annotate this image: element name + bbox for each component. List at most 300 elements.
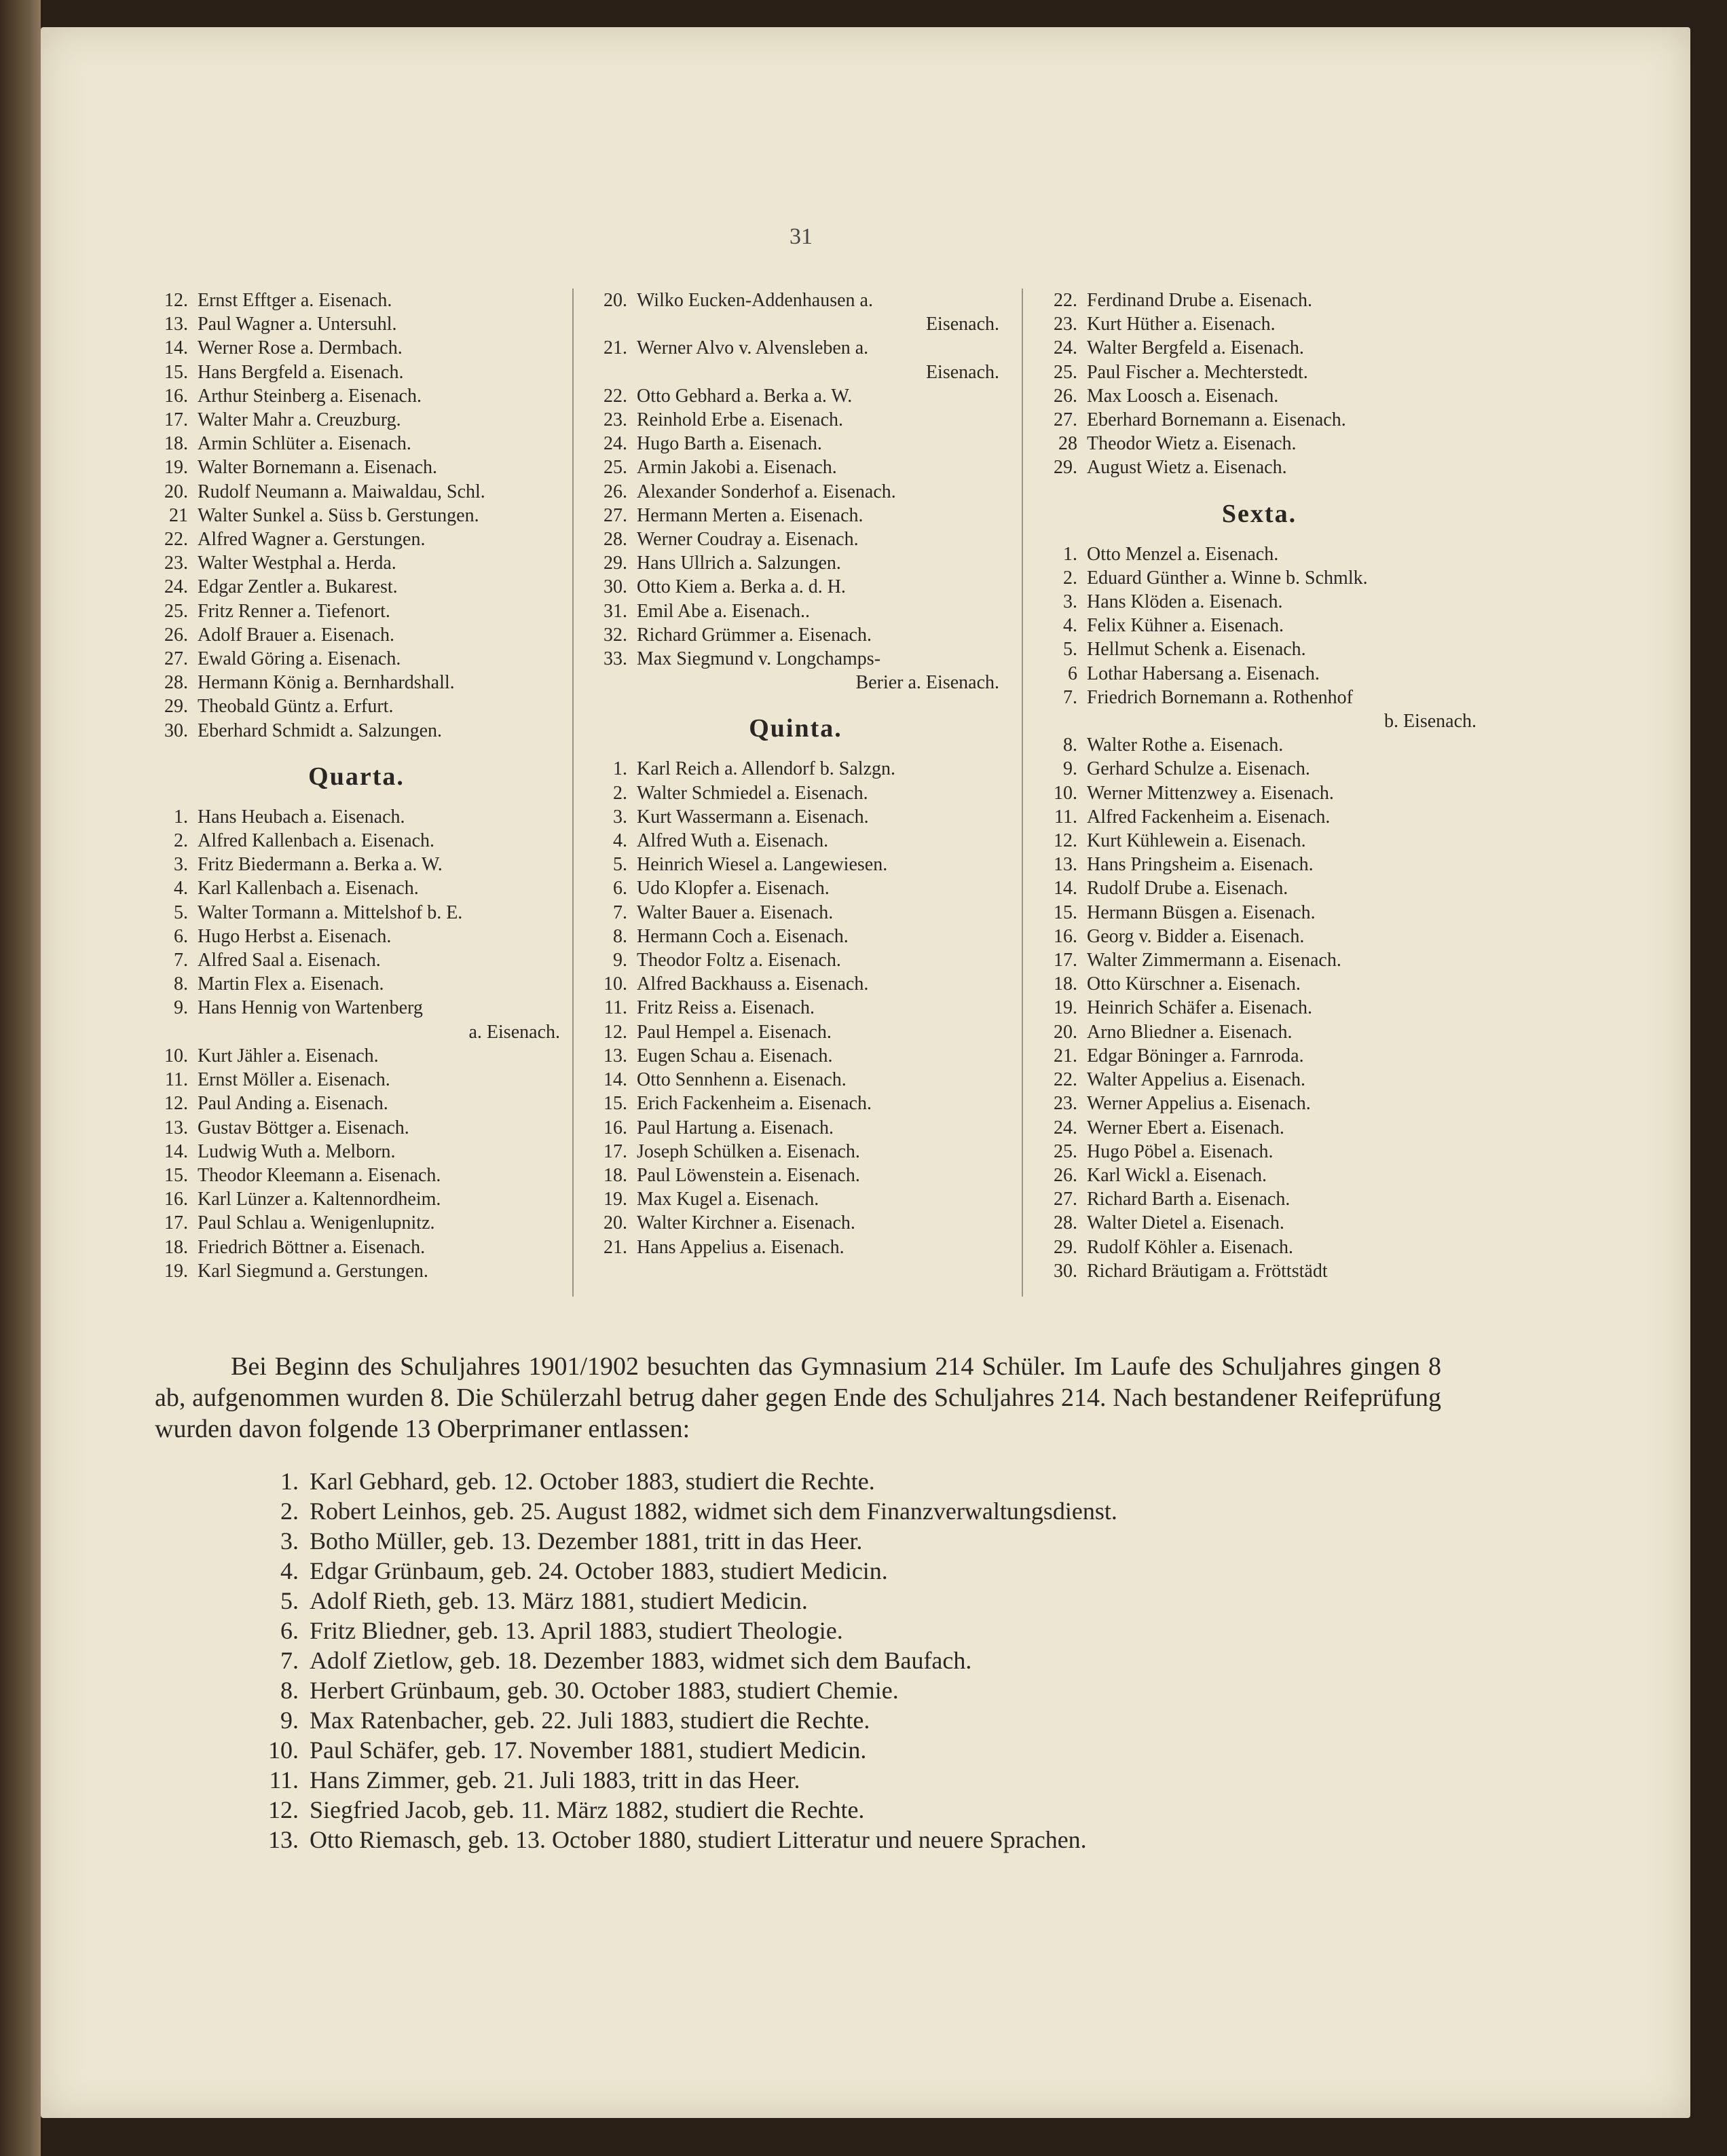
item-text: Max Ratenbacher, geb. 22. Juli 1883, studiert die Rechte. (310, 1707, 870, 1734)
item-number: 6 (1068, 663, 1077, 684)
item-text: Adolf Brauer a. Eisenach. (198, 624, 394, 646)
item-number: 19. (164, 457, 188, 479)
item-text: Theobald Güntz a. Erfurt. (198, 696, 394, 718)
item-text: Hans Ullrich a. Salzungen. (637, 553, 841, 574)
list-item (592, 1116, 999, 1140)
list-item (153, 456, 560, 479)
item-number: 30. (164, 720, 188, 741)
list-item (1042, 590, 1477, 614)
item-number: 5. (280, 1587, 299, 1614)
item-number: 2. (613, 782, 627, 804)
section-heading-quinta: Quinta. (749, 714, 842, 743)
item-number: 8. (1063, 735, 1077, 756)
item-number: 3. (174, 854, 188, 876)
item-number: 30. (1054, 1260, 1077, 1282)
item-number: 11. (269, 1766, 299, 1793)
list-item (592, 781, 999, 805)
item-text: Edgar Böninger a. Farnroda. (1087, 1045, 1304, 1066)
item-number: 20. (164, 481, 188, 502)
item-number: 9. (174, 997, 188, 1019)
list-item (1042, 289, 1477, 312)
item-text: Hans Pringsheim a. Eisenach. (1087, 854, 1314, 876)
item-text: Theodor Wietz a. Eisenach. (1087, 433, 1297, 455)
list-item (153, 527, 560, 551)
list-item (153, 1235, 560, 1259)
item-number: 7. (280, 1647, 299, 1674)
item-text: Otto Gebhard a. Berka a. W. (637, 385, 853, 407)
item-text: Edgar Grünbaum, geb. 24. October 1883, studiert Medicin. (310, 1557, 888, 1584)
list-item (592, 901, 999, 925)
item-number: 31. (603, 600, 627, 622)
item-number: 3. (280, 1527, 299, 1555)
list-item (1042, 542, 1477, 566)
item-text: Walter Westphal a. Herda. (198, 553, 396, 574)
list-item (592, 757, 999, 781)
item-text: Theodor Kleemann a. Eisenach. (198, 1164, 441, 1186)
list-item (592, 1187, 999, 1211)
list-item (592, 336, 999, 360)
column-2 (592, 289, 999, 1259)
item-text: Werner Coudray a. Eisenach. (637, 529, 859, 551)
item-number: 16. (164, 385, 188, 407)
list-item (1042, 1235, 1477, 1259)
item-text: Walter Mahr a. Creuzburg. (198, 409, 401, 431)
list-item (1042, 360, 1477, 384)
item-number: 2. (1063, 567, 1077, 589)
item-continuation: Berier a. Eisenach. (855, 672, 999, 694)
item-text: Walter Kirchner a. Eisenach. (637, 1212, 855, 1234)
list-item (153, 432, 560, 456)
item-number: 27. (603, 504, 627, 526)
item-text: Paul Fischer a. Mechterstedt. (1087, 361, 1308, 383)
list-item (153, 671, 560, 694)
item-text: Gerhard Schulze a. Eisenach. (1087, 758, 1310, 780)
list-item (153, 647, 560, 671)
list-item (1042, 948, 1477, 972)
item-text: Kurt Wassermann a. Eisenach. (637, 806, 869, 828)
item-number: 23. (164, 553, 188, 574)
item-text: Alfred Kallenbach a. Eisenach. (198, 830, 435, 852)
item-text: Theodor Foltz a. Eisenach. (637, 950, 841, 971)
item-number: 9. (613, 950, 627, 971)
list-item (153, 623, 560, 647)
item-text: Paul Anding a. Eisenach. (198, 1093, 388, 1115)
item-number: 29. (164, 696, 188, 718)
item-text: Paul Wagner a. Untersuhl. (198, 314, 397, 335)
item-number: 28 (1058, 433, 1077, 455)
item-number: 6. (613, 878, 627, 899)
item-text: Werner Mittenzwey a. Eisenach. (1087, 782, 1334, 804)
item-text: Friedrich Bornemann a. Rothenhof (1087, 686, 1353, 708)
list-item (592, 408, 999, 432)
list-item (265, 1825, 1117, 1855)
list-item (1042, 805, 1477, 829)
item-text: Paul Hempel a. Eisenach. (637, 1021, 832, 1043)
item-text: Gustav Böttger a. Eisenach. (198, 1117, 409, 1138)
list-item (265, 1705, 1117, 1735)
list-item (1042, 384, 1477, 408)
item-number: 28. (603, 529, 627, 551)
item-text: Rudolf Köhler a. Eisenach. (1087, 1236, 1294, 1258)
enrollment-paragraph: Bei Beginn des Schuljahres 1901/1902 besuchten das Gymnasium 214 Schüler. Im Laufe des Schuljahres gingen 8 ab, aufgenommen wurden 8. Die Schülerzahl betrug daher gegen Ende des Schuljahres 214. Nach bestandener Reifeprüfung wurden davon folgende 13 Oberprimaner entlassen: (155, 1352, 1441, 1443)
student-list-sexta (1042, 542, 1477, 1283)
list-item (153, 1140, 560, 1164)
item-number: 7. (1063, 686, 1077, 708)
item-text: Werner Appelius a. Eisenach. (1087, 1093, 1311, 1115)
list-item (1042, 336, 1477, 360)
item-text: Hans Hennig von Wartenberg (198, 997, 423, 1019)
item-text: Ernst Möller a. Eisenach. (198, 1069, 390, 1091)
item-text: Kurt Jähler a. Eisenach. (198, 1045, 379, 1066)
list-item (1042, 972, 1477, 996)
student-list (1042, 289, 1477, 480)
item-text: Hans Appelius a. Eisenach. (637, 1236, 844, 1258)
item-number: 29. (603, 553, 627, 574)
item-text: Hellmut Schenk a. Eisenach. (1087, 639, 1306, 661)
list-item (592, 876, 999, 900)
item-text: Adolf Zietlow, geb. 18. Dezember 1883, widmet sich dem Baufach. (310, 1647, 972, 1674)
item-number: 23. (1054, 1093, 1077, 1115)
item-number: 12. (164, 290, 188, 311)
list-item (592, 575, 999, 599)
item-number: 2. (280, 1498, 299, 1525)
list-item (1042, 686, 1477, 709)
item-text: Walter Rothe a. Eisenach. (1087, 735, 1284, 756)
item-text: Botho Müller, geb. 13. Dezember 1881, tritt in das Heer. (310, 1527, 863, 1555)
item-text: Walter Zimmermann a. Eisenach. (1087, 950, 1341, 971)
item-number: 8. (174, 973, 188, 995)
list-item (592, 384, 999, 408)
item-text: Alfred Fackenheim a. Eisenach. (1087, 806, 1331, 828)
list-item (153, 1044, 560, 1068)
list-item (153, 336, 560, 360)
list-item (592, 1044, 999, 1068)
item-number: 7. (174, 950, 188, 971)
list-item (1042, 733, 1477, 757)
list-item (265, 1556, 1117, 1586)
list-item (153, 289, 560, 312)
item-text: Adolf Rieth, geb. 13. März 1881, studiert Medicin. (310, 1587, 808, 1614)
item-text: Walter Appelius a. Eisenach. (1087, 1069, 1305, 1091)
item-number: 8. (280, 1677, 299, 1704)
item-number: 10. (268, 1736, 299, 1764)
item-number: 4. (613, 830, 627, 852)
list-item (1042, 996, 1477, 1020)
list-item (592, 1211, 999, 1235)
item-text: Karl Gebhard, geb. 12. October 1883, studiert die Rechte. (310, 1468, 875, 1495)
item-text: Werner Rose a. Dermbach. (198, 337, 403, 359)
item-text: Eugen Schau a. Eisenach. (637, 1045, 833, 1066)
list-item (265, 1646, 1117, 1675)
item-text: Walter Tormann a. Mittelshof b. E. (198, 902, 463, 923)
list-item (1042, 1092, 1477, 1115)
item-number: 25. (164, 600, 188, 622)
list-item (1042, 432, 1477, 456)
item-number: 13. (268, 1826, 299, 1853)
list-item (153, 1068, 560, 1092)
item-text: Felix Kühner a. Eisenach. (1087, 615, 1284, 637)
item-number: 19. (603, 1189, 627, 1210)
item-text: Walter Sunkel a. Süss b. Gerstungen. (198, 504, 479, 526)
item-text: Fritz Bliedner, geb. 13. April 1883, studiert Theologie. (310, 1617, 843, 1644)
list-item (1042, 662, 1477, 686)
item-number: 1. (174, 806, 188, 828)
item-text: Kurt Kühlewein a. Eisenach. (1087, 830, 1306, 852)
item-text: Otto Kiem a. Berka a. d. H. (637, 576, 846, 598)
item-number: 1. (613, 758, 627, 780)
item-text: Hans Zimmer, geb. 21. Juli 1883, tritt in das Heer. (310, 1766, 800, 1793)
item-text: Werner Ebert a. Eisenach. (1087, 1117, 1284, 1138)
item-text: Walter Schmiedel a. Eisenach. (637, 782, 868, 804)
item-text: Hugo Herbst a. Eisenach. (198, 925, 392, 947)
list-item (1042, 1044, 1477, 1068)
item-number: 5. (174, 902, 188, 923)
item-number: 5. (613, 854, 627, 876)
list-item (592, 853, 999, 876)
graduates-list (265, 1466, 1117, 1855)
item-text: Otto Kürschner a. Eisenach. (1087, 973, 1301, 995)
item-number: 27. (1054, 1189, 1077, 1210)
item-text: Eberhard Bornemann a. Eisenach. (1087, 409, 1346, 431)
item-number: 20. (603, 290, 627, 311)
student-list-quinta (592, 757, 999, 1259)
item-number: 3. (613, 806, 627, 828)
list-item (153, 805, 560, 829)
item-number: 25. (1054, 1140, 1077, 1162)
list-item (153, 901, 560, 925)
item-text: Heinrich Wiesel a. Langewiesen. (637, 854, 888, 876)
item-text: Karl Wickl a. Eisenach. (1087, 1164, 1267, 1186)
item-number: 24. (603, 433, 627, 455)
item-number: 14. (603, 1069, 627, 1091)
book-spine (0, 0, 41, 2156)
item-text: Herbert Grünbaum, geb. 30. October 1883, studiert Chemie. (310, 1677, 899, 1704)
list-item (153, 312, 560, 336)
item-text: Hans Heubach a. Eisenach. (198, 806, 405, 828)
item-number: 3. (1063, 591, 1077, 613)
item-text: Hans Bergfeld a. Eisenach. (198, 361, 404, 383)
item-number: 20. (603, 1212, 627, 1234)
list-item (592, 1235, 999, 1259)
item-text: Emil Abe a. Eisenach.. (637, 600, 811, 622)
item-text: Joseph Schülken a. Eisenach. (637, 1140, 860, 1162)
list-item (1042, 757, 1477, 781)
item-number: 22. (164, 529, 188, 551)
item-text: Karl Lünzer a. Kaltennordheim. (198, 1189, 441, 1210)
list-item (592, 527, 999, 551)
item-text: Georg v. Bidder a. Eisenach. (1087, 925, 1305, 947)
list-item (592, 829, 999, 853)
list-item (1042, 781, 1477, 805)
list-item (592, 480, 999, 504)
item-text: Arthur Steinberg a. Eisenach. (198, 385, 422, 407)
item-text: Kurt Hüther a. Eisenach. (1087, 314, 1276, 335)
item-number: 24. (1054, 1117, 1077, 1138)
item-text: Walter Dietel a. Eisenach. (1087, 1212, 1284, 1234)
list-item (592, 1140, 999, 1164)
item-number: 29. (1054, 1236, 1077, 1258)
item-number: 20. (1054, 1021, 1077, 1043)
item-number: 8. (613, 925, 627, 947)
item-text: Paul Schäfer, geb. 17. November 1881, studiert Medicin. (310, 1736, 867, 1764)
item-number: 26. (603, 481, 627, 502)
item-text: Paul Schlau a. Wenigenlupnitz. (198, 1212, 435, 1234)
list-item (153, 599, 560, 623)
list-item (592, 504, 999, 527)
list-item (1042, 925, 1477, 948)
list-item (592, 805, 999, 829)
item-number: 18. (164, 433, 188, 455)
item-number: 21. (603, 337, 627, 359)
list-item (592, 599, 999, 623)
item-number: 13. (164, 1117, 188, 1138)
item-text: Ewald Göring a. Eisenach. (198, 648, 401, 670)
list-item (592, 623, 999, 647)
item-text: Paul Hartung a. Eisenach. (637, 1117, 834, 1138)
column-1 (153, 289, 560, 1283)
page-number: 31 (790, 224, 813, 249)
item-number: 17. (1054, 950, 1077, 971)
list-item (592, 1092, 999, 1115)
list-item (592, 456, 999, 479)
list-item (1042, 1020, 1477, 1044)
item-continuation: b. Eisenach. (1384, 711, 1477, 732)
item-number: 12. (1054, 830, 1077, 852)
list-item (592, 1068, 999, 1092)
item-number: 21 (169, 504, 188, 526)
list-item (153, 694, 560, 718)
student-list (153, 289, 560, 743)
item-text: Friedrich Böttner a. Eisenach. (198, 1236, 426, 1258)
list-item (1042, 901, 1477, 925)
item-number: 18. (1054, 973, 1077, 995)
item-text: Karl Siegmund a. Gerstungen. (198, 1260, 428, 1282)
list-item (592, 647, 999, 671)
item-number: 4. (174, 878, 188, 899)
list-item (153, 948, 560, 972)
item-number: 15. (1054, 902, 1077, 923)
item-text: Hermann König a. Bernhardshall. (198, 672, 455, 694)
item-text: Alfred Saal a. Eisenach. (198, 950, 381, 971)
list-item (1042, 876, 1477, 900)
item-continuation: a. Eisenach. (468, 1021, 560, 1043)
list-item (265, 1496, 1117, 1526)
item-text: Rudolf Neumann a. Maiwaldau, Schl. (198, 481, 485, 502)
item-number: 10. (1054, 782, 1077, 804)
item-text: Ernst Efftger a. Eisenach. (198, 290, 392, 311)
item-text: Martin Flex a. Eisenach. (198, 973, 384, 995)
student-list-quarta (153, 805, 560, 1283)
item-number: 9. (1063, 758, 1077, 780)
item-text: Udo Klopfer a. Eisenach. (637, 878, 830, 899)
item-number: 28. (1054, 1212, 1077, 1234)
list-item (265, 1586, 1117, 1616)
item-text: Richard Grümmer a. Eisenach. (637, 624, 872, 646)
item-number: 16. (603, 1117, 627, 1138)
item-number: 17. (164, 409, 188, 431)
student-list (592, 289, 999, 694)
item-text: Otto Menzel a. Eisenach. (1087, 543, 1279, 565)
list-item (592, 925, 999, 948)
item-number: 23. (1054, 314, 1077, 335)
item-text: Hugo Barth a. Eisenach. (637, 433, 822, 455)
item-number: 26. (1054, 385, 1077, 407)
item-number: 22. (1054, 290, 1077, 311)
list-item (592, 551, 999, 575)
list-item (153, 480, 560, 504)
item-number: 5. (1063, 639, 1077, 661)
item-number: 14. (164, 337, 188, 359)
item-text: Fritz Biedermann a. Berka a. W. (198, 854, 443, 876)
item-text: Richard Barth a. Eisenach. (1087, 1189, 1290, 1210)
item-number: 15. (603, 1093, 627, 1115)
list-item (153, 1164, 560, 1187)
list-item (1042, 829, 1477, 853)
item-number: 10. (164, 1045, 188, 1066)
list-item (153, 1092, 560, 1115)
list-item (592, 948, 999, 972)
item-number: 6. (280, 1617, 299, 1644)
item-number: 12. (164, 1093, 188, 1115)
item-number: 17. (603, 1140, 627, 1162)
item-number: 11. (604, 997, 627, 1019)
item-text: Paul Löwenstein a. Eisenach. (637, 1164, 860, 1186)
item-text: Richard Bräutigam a. Fröttstädt (1087, 1260, 1328, 1282)
list-item (265, 1616, 1117, 1646)
list-item (592, 972, 999, 996)
list-item (592, 1020, 999, 1044)
list-item (1042, 637, 1477, 661)
item-number: 27. (1054, 409, 1077, 431)
list-item (1042, 1068, 1477, 1092)
item-number: 15. (164, 361, 188, 383)
list-item (592, 289, 999, 312)
section-heading-quarta: Quarta. (308, 762, 405, 791)
item-number: 22. (603, 385, 627, 407)
item-text: Karl Kallenbach a. Eisenach. (198, 878, 419, 899)
column-3 (1042, 289, 1477, 1283)
item-text: Edgar Zentler a. Bukarest. (198, 576, 398, 598)
item-text: Alfred Backhauss a. Eisenach. (637, 973, 869, 995)
item-text: Hans Klöden a. Eisenach. (1087, 591, 1283, 613)
item-number: 17. (164, 1212, 188, 1234)
list-item (1042, 1116, 1477, 1140)
item-text: Heinrich Schäfer a. Eisenach. (1087, 997, 1312, 1019)
item-text: August Wietz a. Eisenach. (1087, 457, 1287, 479)
list-item (592, 432, 999, 456)
item-text: Robert Leinhos, geb. 25. August 1882, widmet sich dem Finanzverwaltungsdienst. (310, 1498, 1117, 1525)
item-number: 26. (1054, 1164, 1077, 1186)
item-number: 2. (174, 830, 188, 852)
list-item (1042, 408, 1477, 432)
item-text: Ludwig Wuth a. Melborn. (198, 1140, 396, 1162)
item-number: 23. (603, 409, 627, 431)
item-number: 13. (164, 314, 188, 335)
column-divider (572, 289, 574, 1297)
item-number: 11. (165, 1069, 188, 1091)
list-item (153, 384, 560, 408)
item-text: Otto Riemasch, geb. 13. October 1880, studiert Litteratur und neuere Sprachen. (310, 1826, 1087, 1853)
item-text: Alexander Sonderhof a. Eisenach. (637, 481, 896, 502)
column-divider (1022, 289, 1023, 1297)
list-item (1042, 1259, 1477, 1283)
item-number: 16. (1054, 925, 1077, 947)
list-item (1042, 566, 1477, 590)
item-text: Otto Sennhenn a. Eisenach. (637, 1069, 847, 1091)
item-number: 24. (1054, 337, 1077, 359)
item-text: Fritz Renner a. Tiefenort. (198, 600, 390, 622)
list-item (1042, 456, 1477, 479)
